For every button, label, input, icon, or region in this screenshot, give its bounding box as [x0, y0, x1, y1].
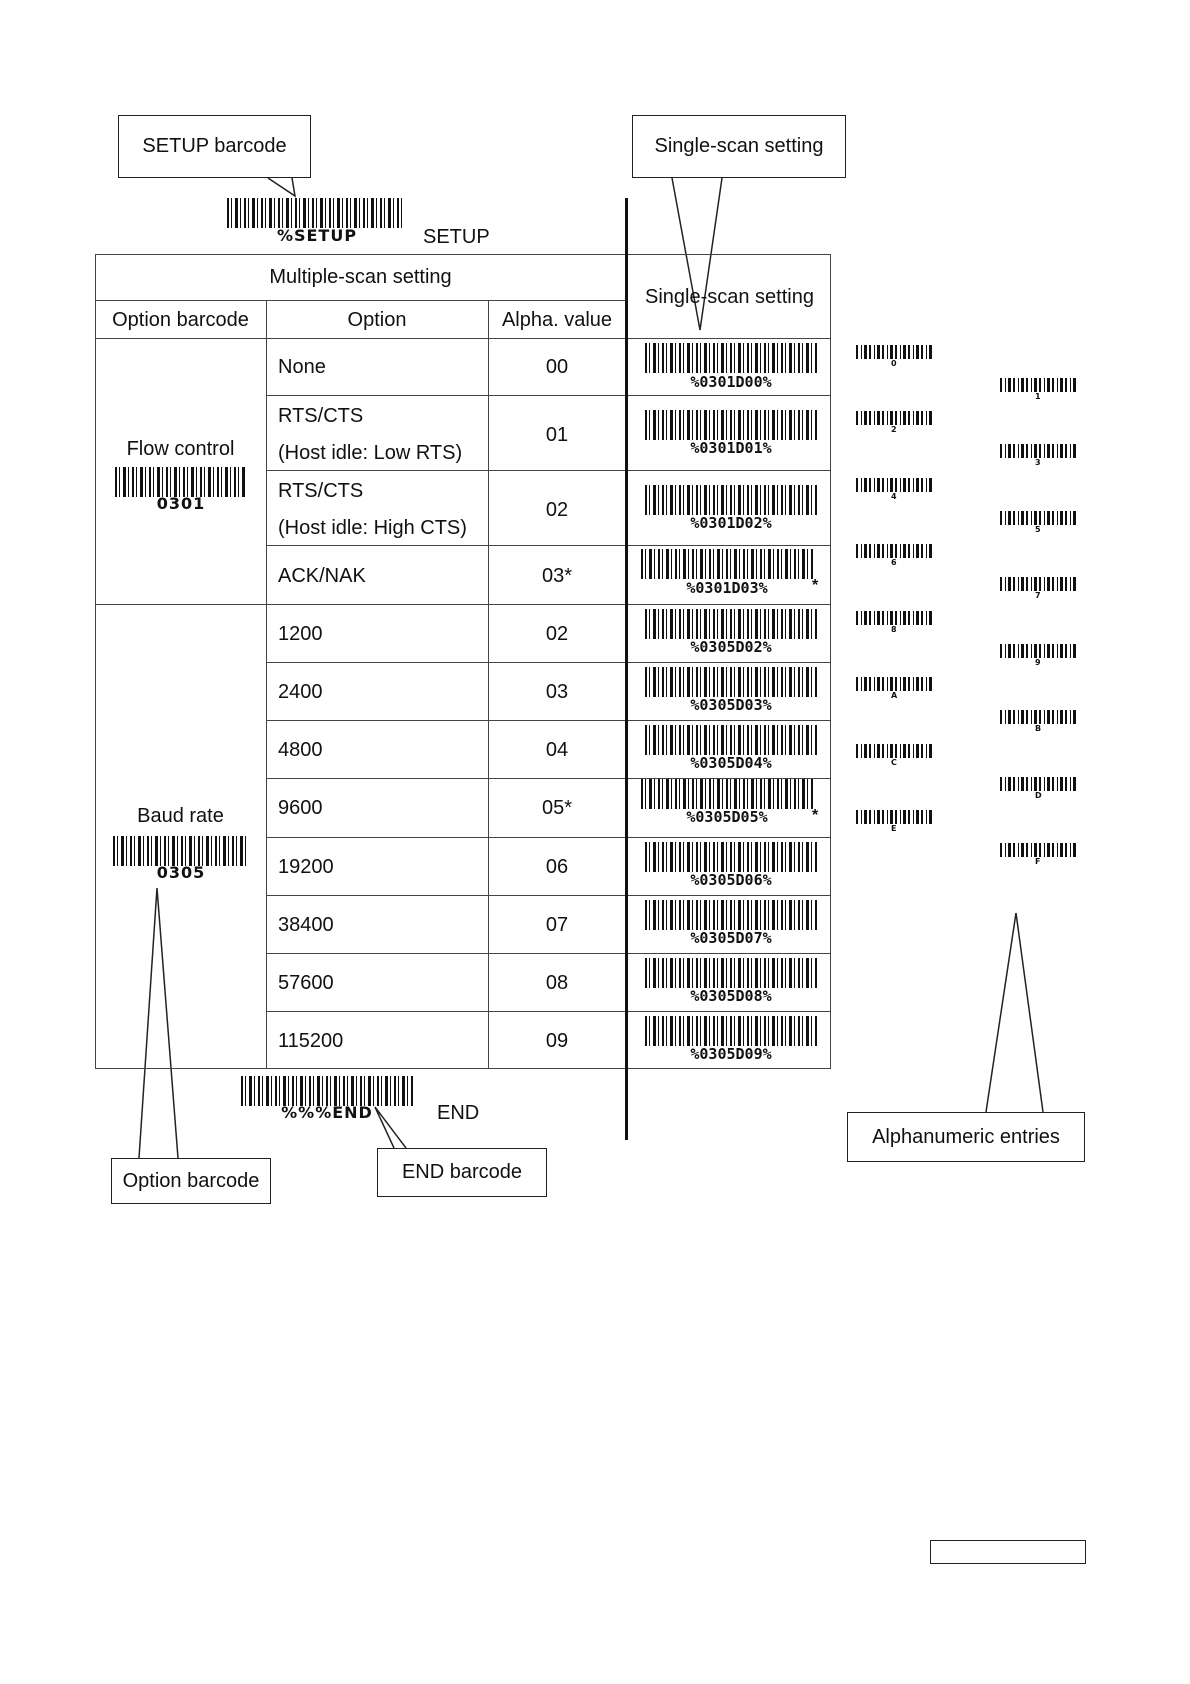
alnum-label-e: E	[891, 824, 897, 833]
alnum-label-0: 0	[891, 359, 897, 368]
end-barcode-icon[interactable]	[241, 1076, 415, 1106]
single-scan-barcode-text: %0305D05%	[686, 808, 768, 826]
setup-barcode-icon[interactable]	[227, 198, 403, 228]
single-scan-barcode-icon[interactable]	[645, 410, 817, 440]
end-callout-text: END barcode	[401, 1161, 523, 1183]
alnum-barcode-1-icon[interactable]	[1000, 378, 1078, 392]
default-marker: *	[812, 577, 819, 594]
alnum-label-5: 5	[1035, 525, 1041, 534]
alpha-value: 03*	[541, 565, 573, 587]
single-scan-header: Single-scan setting	[645, 286, 814, 308]
alnum-label-a: A	[891, 691, 898, 700]
alnum-label-6: 6	[891, 558, 897, 567]
alpha-value: 06	[545, 856, 569, 878]
default-marker: *	[812, 807, 819, 824]
alnum-barcode-8-icon[interactable]	[856, 611, 934, 625]
alnum-label-2: 2	[891, 425, 897, 434]
option-57600: 57600	[278, 972, 334, 994]
option-4800: 4800	[278, 739, 323, 761]
single-scan-barcode-text: %0305D06%	[690, 871, 772, 889]
alnum-barcode-7-icon[interactable]	[1000, 577, 1078, 591]
single-scan-barcode-text: %0301D02%	[690, 514, 772, 532]
single-scan-barcode-icon[interactable]	[645, 667, 817, 697]
alpha-value: 03	[545, 681, 569, 703]
single-scan-barcode-icon[interactable]	[645, 900, 817, 930]
alpha-value: 02	[545, 623, 569, 645]
page-number-box	[930, 1540, 1086, 1564]
col-option-barcode: Option barcode	[112, 309, 249, 331]
alpha-value: 00	[545, 356, 569, 378]
scan-divider	[625, 198, 628, 1140]
option-ack-nak: ACK/NAK	[278, 565, 366, 587]
end-label: END	[437, 1102, 480, 1124]
option-rts-cts-high-detail: (Host idle: High CTS)	[278, 517, 467, 539]
alnum-barcode-3-icon[interactable]	[1000, 444, 1078, 458]
alnum-label-1: 1	[1035, 392, 1041, 401]
alnum-label-7: 7	[1035, 591, 1041, 600]
single-scan-barcode-text: %0301D03%	[686, 579, 768, 597]
single-scan-barcode-text: %0301D01%	[690, 439, 772, 457]
alpha-value: 08	[545, 972, 569, 994]
alpha-value: 04	[545, 739, 569, 761]
option-rts-cts-high: RTS/CTS	[278, 480, 364, 502]
option-38400: 38400	[278, 914, 334, 936]
alnum-label-d: D	[1035, 791, 1042, 800]
alpha-value: 07	[545, 914, 569, 936]
alnum-label-b: B	[1035, 724, 1042, 733]
alnum-callout-text: Alphanumeric entries	[872, 1125, 1060, 1148]
alnum-barcode-0-icon[interactable]	[856, 345, 934, 359]
end-barcode-text: %%%END	[281, 1103, 373, 1122]
multi-scan-header: Multiple-scan setting	[269, 266, 452, 288]
option-9600: 9600	[278, 797, 323, 819]
alnum-barcode-e-icon[interactable]	[856, 810, 934, 824]
option-none: None	[278, 356, 326, 378]
single-scan-barcode-icon[interactable]	[641, 779, 813, 809]
alnum-label-f: F	[1035, 857, 1041, 866]
alnum-label-3: 3	[1035, 458, 1041, 467]
single-scan-barcode-icon[interactable]	[645, 485, 817, 515]
single-scan-barcode-text: %0305D08%	[690, 987, 772, 1005]
single-scan-barcode-text: %0305D04%	[690, 754, 772, 772]
group-baud-rate: Baud rate	[137, 805, 224, 827]
alnum-barcode-f-icon[interactable]	[1000, 843, 1078, 857]
alnum-barcode-d-icon[interactable]	[1000, 777, 1078, 791]
option-19200: 19200	[278, 856, 334, 878]
option-barcode-flow-control-icon[interactable]	[115, 467, 247, 497]
option-rts-cts-low-detail: (Host idle: Low RTS)	[278, 442, 463, 464]
single-scan-barcode-text: %0305D07%	[690, 929, 772, 947]
alpha-value: 02	[545, 499, 569, 521]
alnum-barcode-5-icon[interactable]	[1000, 511, 1078, 525]
single-scan-barcode-icon[interactable]	[645, 958, 817, 988]
single-scan-barcode-icon[interactable]	[645, 842, 817, 872]
alnum-barcode-c-icon[interactable]	[856, 744, 934, 758]
single-scan-barcode-icon[interactable]	[645, 343, 817, 373]
flow-control-code: 0301	[156, 494, 206, 513]
setup-label: SETUP	[423, 226, 490, 248]
single-scan-barcode-text: %0305D09%	[690, 1045, 772, 1063]
alnum-barcode-4-icon[interactable]	[856, 478, 934, 492]
option-1200: 1200	[278, 623, 323, 645]
baud-rate-code: 0305	[156, 863, 206, 882]
alnum-barcode-a-icon[interactable]	[856, 677, 934, 691]
alnum-label-9: 9	[1035, 658, 1041, 667]
option-2400: 2400	[278, 681, 323, 703]
option-callout-text: Option barcode	[122, 1169, 260, 1192]
alpha-value: 09	[545, 1030, 569, 1052]
alnum-label-8: 8	[891, 625, 897, 634]
alpha-value: 05*	[541, 797, 573, 819]
alpha-value: 01	[545, 424, 569, 446]
option-115200: 115200	[278, 1030, 344, 1052]
alnum-barcode-2-icon[interactable]	[856, 411, 934, 425]
col-option: Option	[347, 309, 407, 331]
setup-barcode-text: %SETUP	[276, 226, 358, 245]
single-scan-barcode-text: %0301D00%	[690, 373, 772, 391]
alnum-barcode-6-icon[interactable]	[856, 544, 934, 558]
group-flow-control: Flow control	[126, 438, 235, 460]
option-rts-cts-low: RTS/CTS	[278, 405, 364, 427]
setup-callout-text: SETUP barcode	[142, 135, 287, 157]
col-alpha: Alpha. value	[501, 309, 613, 331]
alnum-barcode-9-icon[interactable]	[1000, 644, 1078, 658]
single-scan-barcode-icon[interactable]	[645, 609, 817, 639]
single-scan-barcode-icon[interactable]	[645, 1016, 817, 1046]
alnum-barcode-b-icon[interactable]	[1000, 710, 1078, 724]
single-scan-barcode-icon[interactable]	[641, 549, 813, 579]
option-barcode-baud-rate-icon[interactable]	[113, 836, 249, 866]
alnum-label-4: 4	[891, 492, 897, 501]
single-scan-barcode-text: %0305D03%	[690, 696, 772, 714]
single-scan-barcode-icon[interactable]	[645, 725, 817, 755]
single-scan-barcode-text: %0305D02%	[690, 638, 772, 656]
alnum-label-c: C	[891, 758, 897, 767]
single-callout-text: Single-scan setting	[654, 135, 824, 157]
